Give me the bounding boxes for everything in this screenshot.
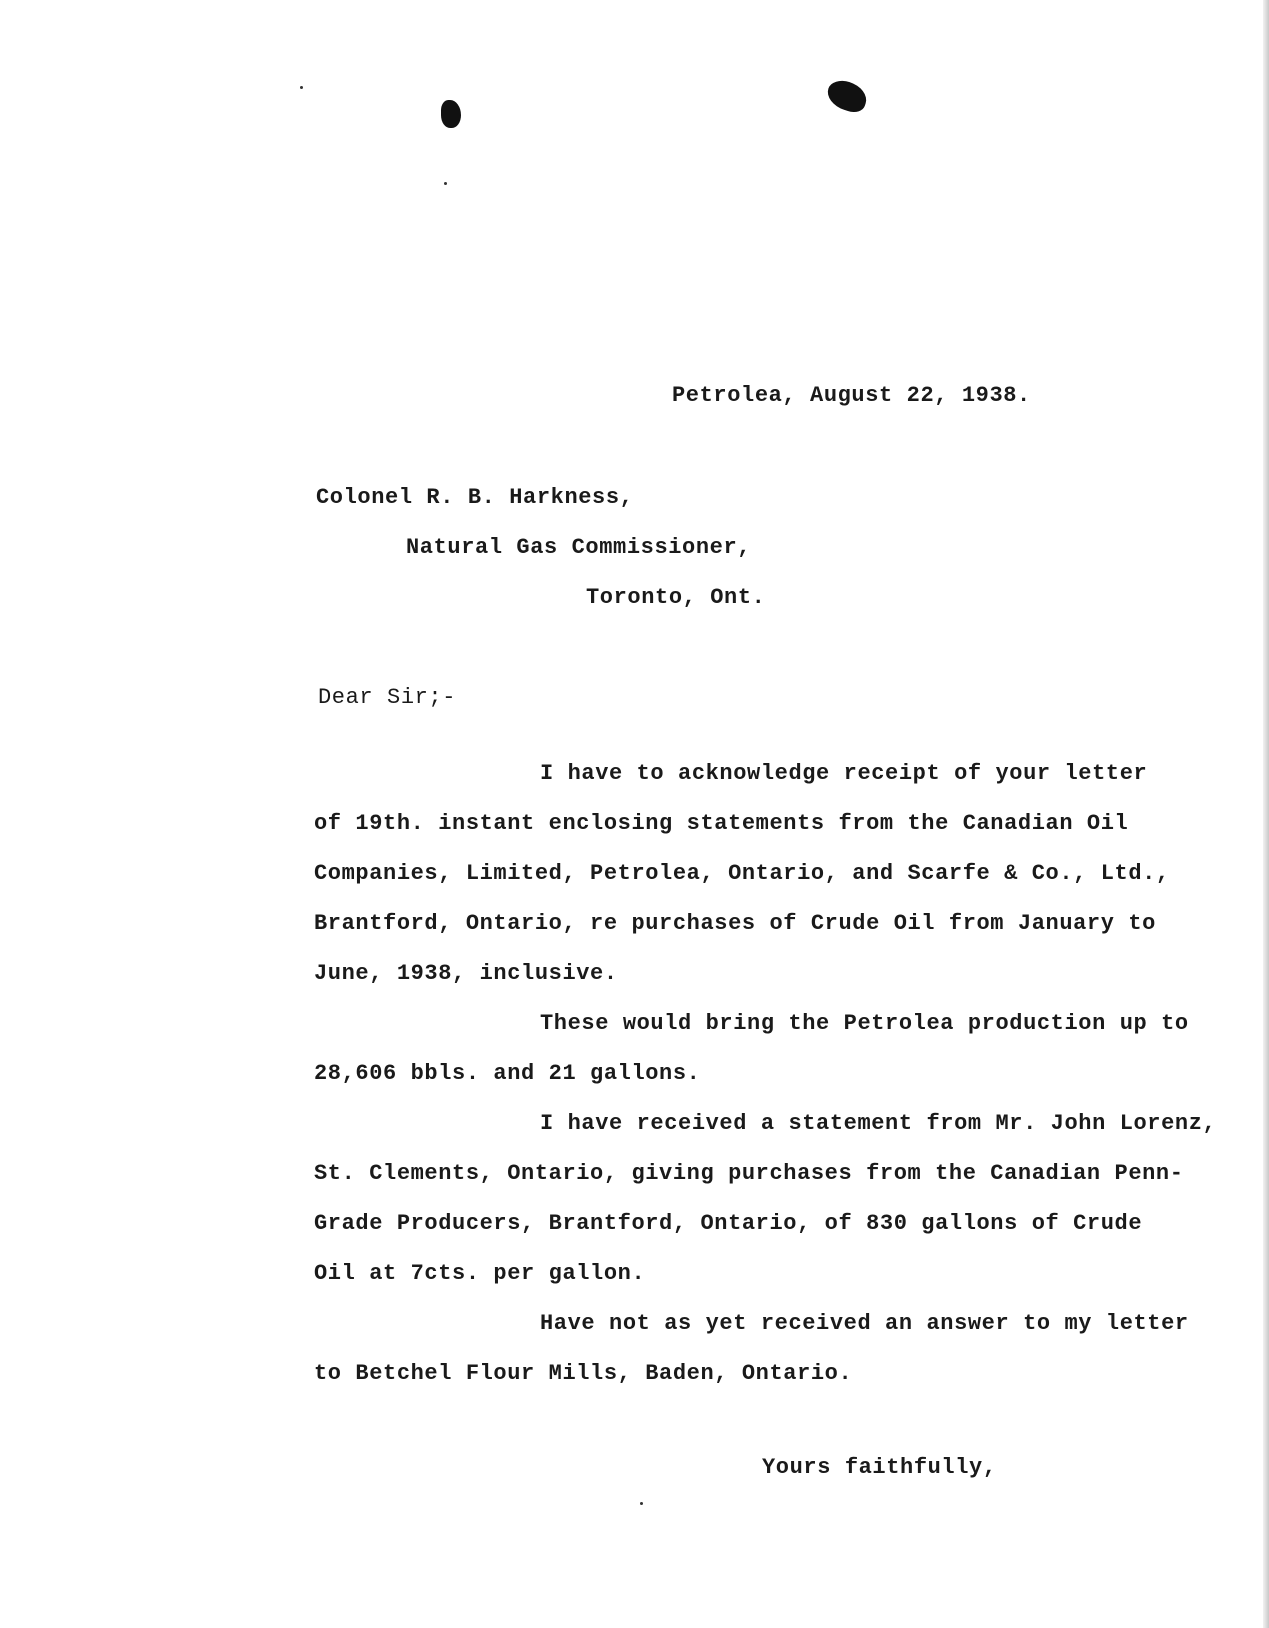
body-line: Oil at 7cts. per gallon. [314, 1261, 646, 1286]
body-line: 28,606 bbls. and 21 gallons. [314, 1061, 701, 1086]
body-line: Grade Producers, Brantford, Ontario, of 830 gallons of Crude [314, 1211, 1143, 1236]
page-edge-shadow [1263, 0, 1269, 1628]
recipient-city: Toronto, Ont. [586, 585, 766, 610]
body-line: of 19th. instant enclosing statements from the Canadian Oil [314, 811, 1129, 836]
ink-speck [640, 1502, 643, 1505]
body-line: Companies, Limited, Petrolea, Ontario, and Scarfe & Co., Ltd., [314, 861, 1170, 886]
recipient-name: Colonel R. B. Harkness, [316, 485, 634, 510]
ink-speck [444, 182, 447, 185]
body-line: I have received a statement from Mr. John Lorenz, [540, 1111, 1217, 1136]
body-line: June, 1938, inclusive. [314, 961, 618, 986]
body-line: Brantford, Ontario, re purchases of Crude Oil from January to [314, 911, 1156, 936]
body-line: These would bring the Petrolea production up to [540, 1011, 1189, 1036]
closing: Yours faithfully, [762, 1455, 997, 1480]
ink-speck [300, 86, 303, 89]
ink-blot [441, 100, 461, 128]
salutation: Dear Sir;- [318, 685, 457, 710]
recipient-title: Natural Gas Commissioner, [406, 535, 752, 560]
body-line: to Betchel Flour Mills, Baden, Ontario. [314, 1361, 853, 1386]
date-line: Petrolea, August 22, 1938. [672, 383, 1031, 408]
body-line: St. Clements, Ontario, giving purchases from the Canadian Penn- [314, 1161, 1184, 1186]
ink-blot [824, 77, 871, 116]
body-line: I have to acknowledge receipt of your letter [540, 761, 1148, 786]
body-line: Have not as yet received an answer to my letter [540, 1311, 1189, 1336]
